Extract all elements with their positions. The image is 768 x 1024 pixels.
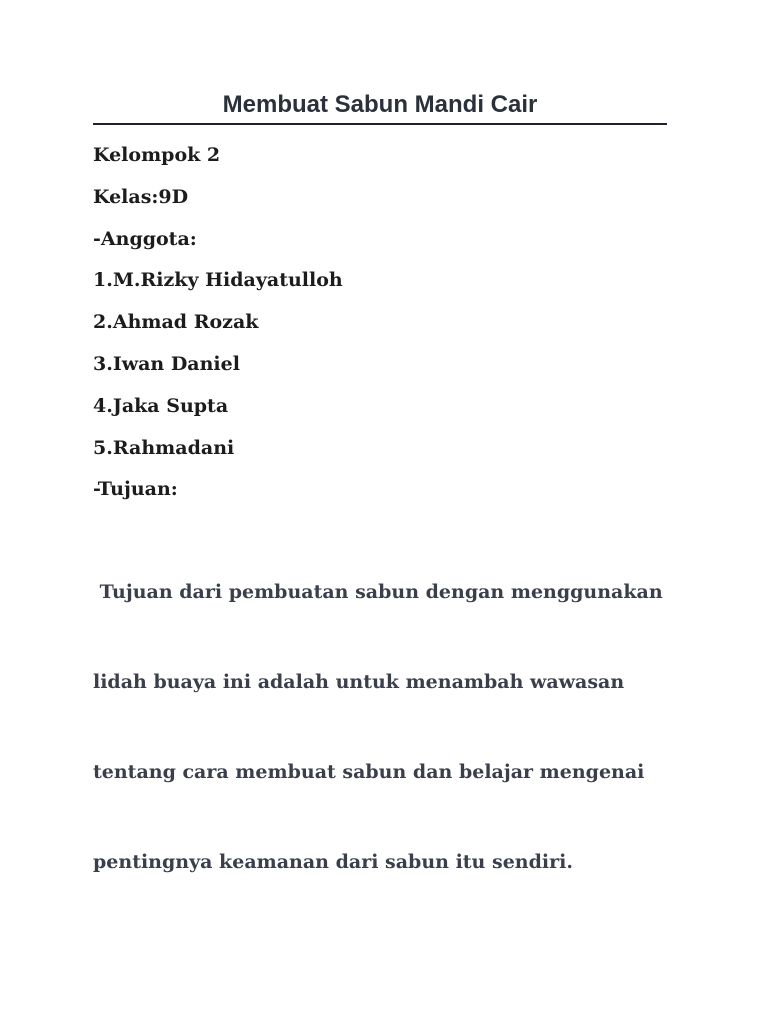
purpose-line: tentang cara membuat sabun dan belajar mengenai [93,761,645,784]
purpose-line: Tujuan dari pembuatan sabun dengan menggunakan [93,581,663,604]
member-item: 1.M.Rizky Hidayatulloh [93,269,343,292]
document-title: Membuat Sabun Mandi Cair [222,91,538,118]
document-body [93,141,673,937]
purpose-line: lidah buaya ini adalah untuk menambah wawasan [93,671,625,694]
group-label: Kelompok 2 [93,144,221,166]
purpose-heading: -Tujuan: [93,478,178,501]
title-underline [93,123,667,125]
member-item: 3.Iwan Daniel [93,352,240,375]
member-item: 4.Jaka Supta [93,394,229,417]
class-label: Kelas:9D [93,185,189,208]
members-heading: -Anggota: [93,227,197,250]
member-item: 5.Rahmadani [93,436,235,459]
member-item: 2.Ahmad Rozak [93,311,259,334]
purpose-line: pentingnya keamanan dari sabun itu sendiri. [93,851,573,874]
purpose-paragraph [93,517,673,937]
